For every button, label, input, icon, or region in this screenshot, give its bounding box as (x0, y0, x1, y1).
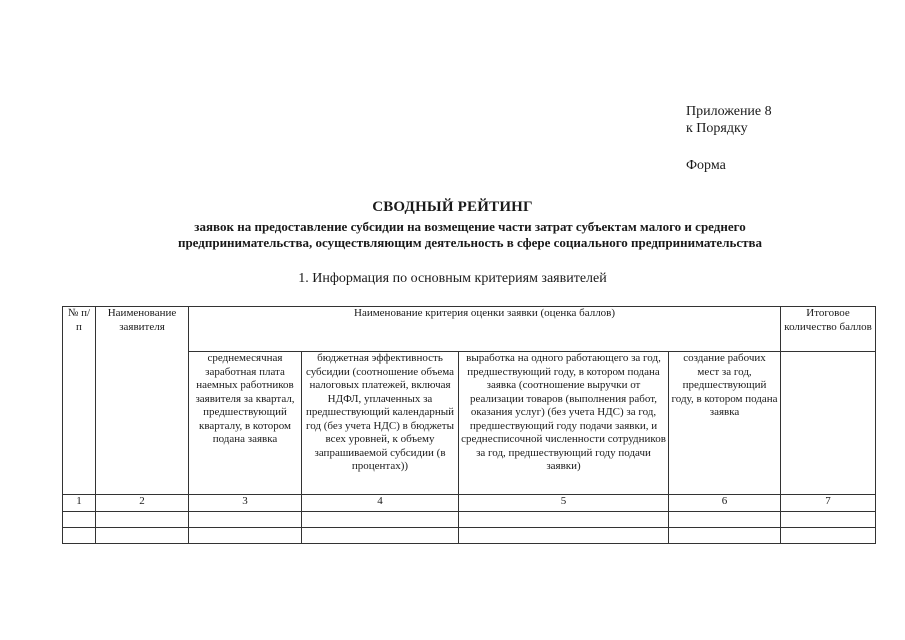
column-number: 1 (63, 495, 96, 512)
column-number: 5 (459, 495, 669, 512)
table-cell (669, 512, 781, 528)
column-number: 7 (781, 495, 876, 512)
table-cell (302, 512, 459, 528)
rating-table (62, 306, 876, 544)
column-number: 4 (302, 495, 459, 512)
criterion-output-per-worker: выработка на одного работающего за год, предшествующий году, в котором подана заявка (соотношение выручки от реализации товаров (выполнения работ, оказания услуг) (без учета НДС) за год, предшествующий году подачи заявки, и среднесписочной численности сотрудников за год, предшествующий году подачи заявки) (459, 352, 669, 495)
table-cell (189, 512, 302, 528)
table-cell (189, 528, 302, 544)
appendix-number: Приложение 8 (686, 104, 772, 119)
header-number: № п/п (63, 307, 96, 495)
table-cell (96, 512, 189, 528)
table-cell (781, 528, 876, 544)
total-score-empty (781, 352, 876, 495)
header-criteria: Наименование критерия оценки заявки (оценка баллов) (189, 307, 781, 352)
section-title: 1. Информация по основным критериям заявителей (298, 271, 607, 286)
column-number: 2 (96, 495, 189, 512)
criterion-budget-efficiency: бюджетная эффективность субсидии (соотношение объема налоговых платежей, включая НДФЛ, уплаченных за предшествующий календарный год (без учета НДС) в бюджеты всех уровней, к объему запрашиваемой субсидии (в процентах)) (302, 352, 459, 495)
document-title: СВОДНЫЙ РЕЙТИНГ (372, 199, 533, 215)
column-number: 6 (669, 495, 781, 512)
criterion-job-creation: создание рабочих мест за год, предшествующий году, в котором подана заявка (669, 352, 781, 495)
column-number: 3 (189, 495, 302, 512)
table-cell (459, 528, 669, 544)
table-cell (781, 512, 876, 528)
column-number-row (63, 495, 876, 512)
table-cell (302, 528, 459, 544)
header-total-score: Итоговое количество баллов (781, 307, 876, 352)
table-cell (669, 528, 781, 544)
appendix-header (686, 103, 772, 174)
appendix-reference: к Порядку (686, 121, 748, 136)
criterion-salary: среднемесячная заработная плата наемных работников заявителя за квартал, предшествующий кварталу, в котором подана заявка (189, 352, 302, 495)
subtitle-line-1: заявок на предоставление субсидии на возмещение части затрат субъектам малого и среднего (194, 219, 746, 234)
header-applicant-name: Наименование заявителя (96, 307, 189, 495)
subtitle-line-2: предпринимательства, осуществляющим деятельность в сфере социального предпринимательства (177, 235, 763, 250)
table-cell (63, 512, 96, 528)
document-subtitle (90, 219, 850, 251)
table-cell (459, 512, 669, 528)
table-header-row (63, 307, 876, 352)
form-label: Форма (686, 158, 726, 173)
table-cell (63, 528, 96, 544)
table-row (63, 512, 876, 528)
table-row (63, 528, 876, 544)
table-cell (96, 528, 189, 544)
